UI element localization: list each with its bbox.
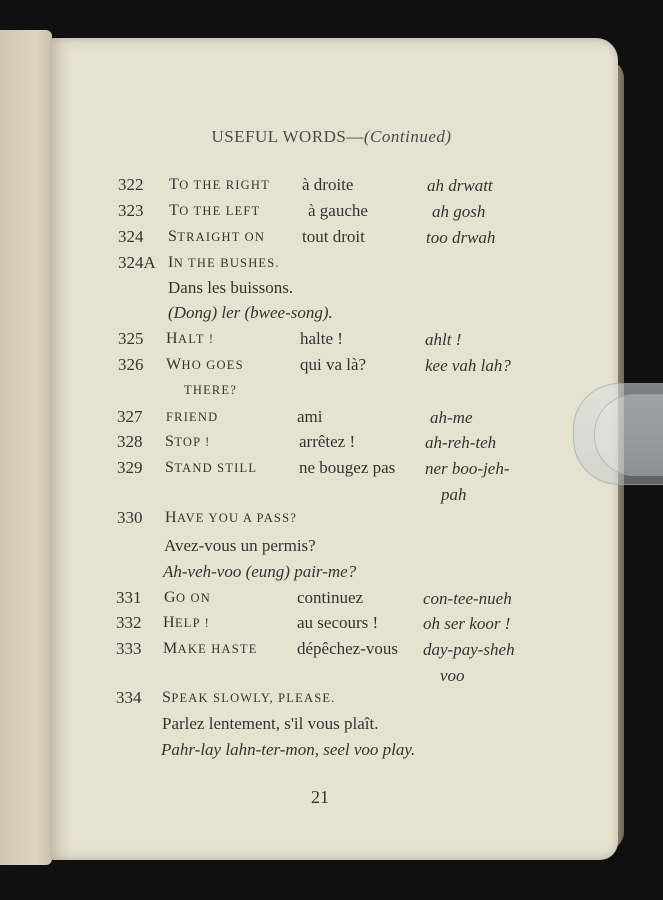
english-rest: PEAK SLOWLY, PLEASE.: [171, 691, 336, 705]
english-initial: H: [163, 614, 175, 631]
entry-english: [164, 589, 211, 607]
entry-english: [163, 640, 258, 658]
entry-number: 324: [118, 227, 144, 246]
english-rest: AKE HASTE: [177, 642, 258, 656]
entry-english: [165, 459, 257, 477]
entry-english: [162, 689, 336, 707]
entry-pronunciation: ah-reh-teh: [425, 433, 497, 452]
entry-number: 334: [116, 688, 142, 707]
entry-pronunciation: (Dong) ler (bwee-song).: [168, 303, 333, 322]
entry-pronunciation: day-pay-sheh: [423, 640, 515, 659]
entry-english-continued: [184, 381, 237, 399]
entry-number: 324A: [118, 253, 156, 272]
english-initial: S: [162, 689, 172, 706]
entry-french: Parlez lentement, s'il vous plaît.: [162, 714, 379, 733]
entry-french: Avez-vous un permis?: [164, 536, 316, 555]
entry-english: [169, 202, 260, 220]
english-initial: S: [168, 228, 178, 245]
english-rest: ELP !: [174, 616, 211, 630]
entry-english: [168, 254, 280, 272]
english-rest: O THE LEFT: [179, 204, 261, 218]
entry-pronunciation-continued: voo: [440, 666, 465, 685]
entry-pronunciation: too drwah: [426, 228, 496, 247]
entry-french: continuez: [297, 588, 364, 607]
english-initial: W: [166, 356, 182, 373]
entry-french: Dans les buissons.: [168, 278, 294, 297]
entry-pronunciation: ah gosh: [432, 202, 486, 221]
entry-number: 323: [118, 201, 144, 220]
page-number: 21: [311, 787, 329, 807]
entry-number: 331: [116, 588, 142, 607]
english-initial: H: [166, 330, 178, 347]
english-rest: AVE YOU A PASS?: [176, 511, 297, 525]
english-initial: G: [164, 589, 176, 606]
title-continued: (Continued): [363, 127, 452, 146]
english-rest: O ON: [175, 591, 211, 605]
english-rest: O THE RIGHT: [179, 178, 270, 192]
entry-french: ne bougez pas: [299, 458, 396, 477]
english-initial: H: [165, 509, 177, 526]
english-initial: T: [169, 202, 180, 219]
entry-pronunciation: Pahr-lay lahn-ter-mon, seel voo play.: [161, 740, 416, 759]
entry-english: [165, 433, 211, 451]
entry-number: 327: [117, 407, 143, 426]
page-title: [0, 127, 663, 147]
entry-number: 322: [118, 175, 144, 194]
title-text: USEFUL WORDS—: [211, 127, 364, 146]
page-clip-inner: [594, 394, 663, 476]
entry-english: [166, 330, 214, 348]
entry-french: au secours !: [297, 613, 379, 632]
entry-english: [169, 176, 270, 194]
english-rest: TAND STILL: [174, 461, 258, 475]
english-rest: TRAIGHT ON: [177, 230, 266, 244]
english-rest: N THE BUSHES.: [173, 256, 280, 270]
entry-french: à droite: [302, 175, 354, 194]
english-initial: S: [165, 433, 175, 450]
entry-french: dépêchez-vous: [297, 639, 399, 658]
facing-page-edge: [0, 30, 52, 865]
entry-number: 333: [116, 639, 142, 658]
entry-english: [166, 408, 218, 426]
english-rest: TOP !: [174, 435, 211, 449]
entry-pronunciation: Ah-veh-voo (eung) pair-me?: [163, 562, 357, 581]
entry-english: [165, 509, 297, 527]
entry-number: 332: [116, 613, 142, 632]
entry-pronunciation: ah-me: [430, 408, 473, 427]
entry-pronunciation: con-tee-nueh: [423, 589, 512, 608]
english-initial: I: [168, 254, 174, 271]
english-rest: HO GOES: [181, 358, 244, 372]
entry-english: [163, 614, 210, 632]
entry-english: [168, 228, 265, 246]
entry-french: arrêtez !: [299, 432, 356, 451]
english-rest: ALT !: [177, 332, 215, 346]
english-rest: FRIEND: [166, 410, 219, 424]
entry-number: 328: [117, 432, 143, 451]
entry-english: [166, 356, 244, 374]
entry-pronunciation: kee vah lah?: [425, 356, 511, 375]
entry-french: tout droit: [302, 227, 365, 246]
english-rest: THERE?: [184, 383, 238, 397]
english-initial: T: [169, 176, 180, 193]
entry-pronunciation: oh ser koor !: [423, 614, 511, 633]
entry-pronunciation: ahlt !: [425, 330, 462, 349]
entry-number: 329: [117, 458, 143, 477]
entry-french: qui va là?: [300, 355, 367, 374]
entry-pronunciation: ah drwatt: [427, 176, 493, 195]
entry-french: à gauche: [308, 201, 368, 220]
english-initial: M: [163, 640, 178, 657]
entry-french: ami: [297, 407, 323, 426]
entry-french: halte !: [300, 329, 343, 348]
entry-number: 330: [117, 508, 143, 527]
entry-pronunciation-continued: pah: [441, 485, 467, 504]
entry-number: 325: [118, 329, 144, 348]
entry-number: 326: [118, 355, 144, 374]
english-initial: S: [165, 459, 175, 476]
entry-pronunciation: ner boo-jeh-: [425, 459, 510, 478]
